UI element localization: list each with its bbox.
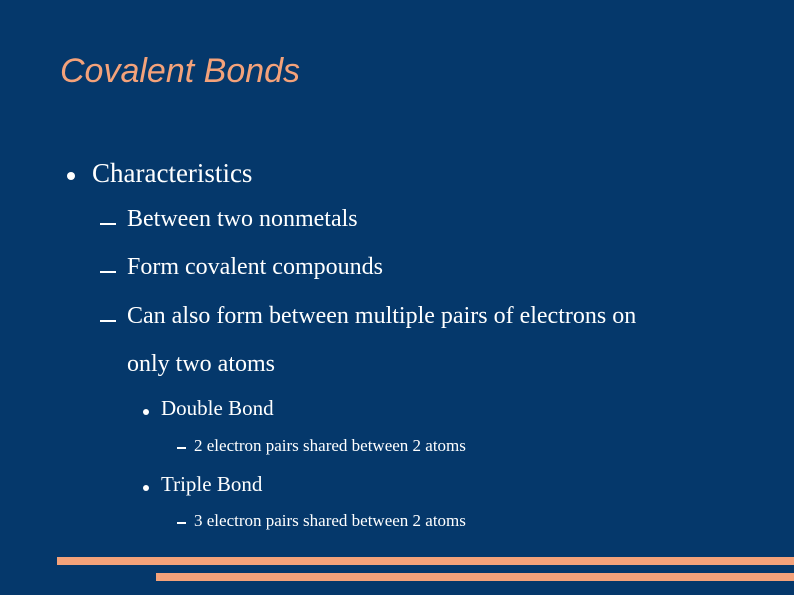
- bullet-triple-bond: Triple Bond: [161, 472, 263, 496]
- bullet-dot-icon: [67, 172, 75, 180]
- bullet-dash-icon: [100, 271, 116, 273]
- bullet-covalent-compounds: Form covalent compounds: [127, 254, 383, 280]
- bullet-dot-icon: [143, 409, 149, 415]
- bullet-multiple-pairs-continued: only two atoms: [127, 351, 275, 377]
- bullet-dash-icon: [177, 522, 186, 524]
- bullet-dash-icon: [100, 223, 116, 225]
- bullet-dash-icon: [100, 320, 116, 322]
- bullet-dash-icon: [177, 447, 186, 449]
- decorative-bar-top: [57, 557, 794, 565]
- bullet-triple-bond-detail: 3 electron pairs shared between 2 atoms: [194, 511, 466, 530]
- bullet-double-bond: Double Bond: [161, 396, 274, 420]
- bullet-nonmetals: Between two nonmetals: [127, 206, 358, 232]
- decorative-bar-bottom: [156, 573, 794, 581]
- bullet-double-bond-detail: 2 electron pairs shared between 2 atoms: [194, 436, 466, 455]
- bullet-dot-icon: [143, 485, 149, 491]
- bullet-multiple-pairs: Can also form between multiple pairs of electrons on: [127, 303, 637, 329]
- slide-title: Covalent Bonds: [60, 52, 301, 90]
- bullet-characteristics: Characteristics: [92, 158, 253, 188]
